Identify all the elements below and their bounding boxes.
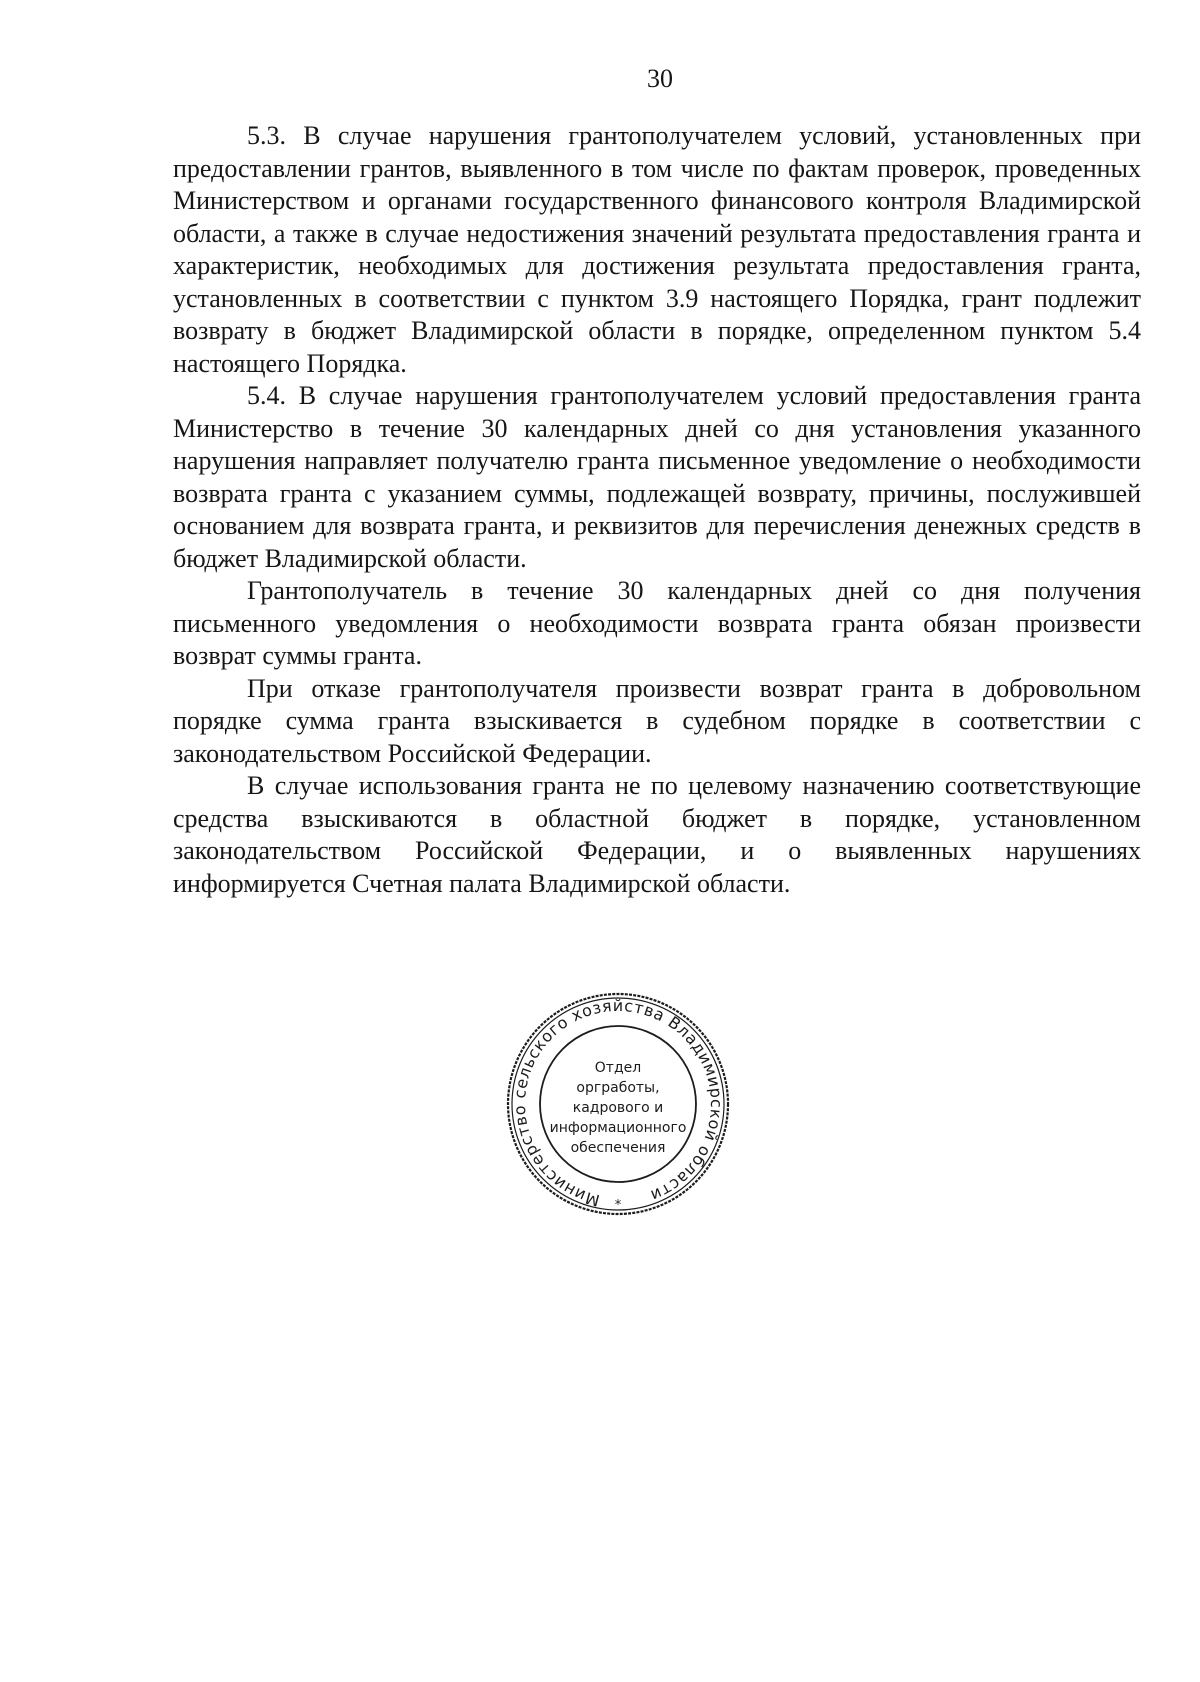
stamp-center-line-3: кадрового и <box>572 1100 664 1116</box>
stamp-star: * <box>614 1198 622 1213</box>
document-body <box>173 120 1141 900</box>
stamp-center-line-5: обеспечения <box>570 1140 666 1156</box>
stamp-center-line-2: оргработы, <box>576 1080 660 1096</box>
paragraph-refund-obligation: Грантополучатель в течение 30 календарных дней со дня получения письменного уведомления о необходимости возврата гранта обязан произвести возврат суммы гранта. <box>173 576 1141 670</box>
page-number: 30 <box>647 64 673 93</box>
paragraph-misuse: В случае использования гранта не по целевому назначению соответствующие средства взыскиваются в областной бюджет в порядке, установленном законодательством Российской Федерации, и о выявленных нарушениях информируется Счетная палата Владимирской области. <box>173 771 1141 898</box>
official-stamp <box>506 992 730 1216</box>
stamp-center-line-4: информационного <box>549 1120 687 1136</box>
stamp-center-line-1: Отдел <box>594 1060 642 1076</box>
paragraph-5-4: 5.4. В случае нарушения грантополучателем условий предоставления гранта Министерство в течение 30 календарных дней со дня установления указанного нарушения направляет получателю гранта письменное уведомление о необходимости возврата гранта с указанием суммы, подлежащей возврату, причины, послужившей основанием для возврата гранта, и реквизитов для перечисления денежных средств в бюджет Владимирской области. <box>173 381 1141 573</box>
stamp-seal-graphic <box>506 992 730 1216</box>
stamp-ring-text: Министерство сельского хозяйства Владимирской области <box>509 995 727 1211</box>
paragraph-5-3: 5.3. В случае нарушения грантополучателем условий, установленных при предоставлении грантов, выявленного в том числе по фактам проверок, проведенных Министерством и органами государственного финансового контроля Владимирской области, а также в случае недостижения значений результата предоставления гранта и характеристик, необходимых для достижения результата предоставления гранта, установленных в соответствии с пунктом 3.9 настоящего Порядка, грант подлежит возврату в бюджет Владимирской области в порядке, определенном пунктом 5.4 настоящего Порядка. <box>173 121 1141 378</box>
paragraph-refusal: При отказе грантополучателя произвести возврат гранта в добровольном порядке сумма гранта взыскивается в судебном порядке в соответствии с законодательством Российской Федерации. <box>173 673 1141 768</box>
